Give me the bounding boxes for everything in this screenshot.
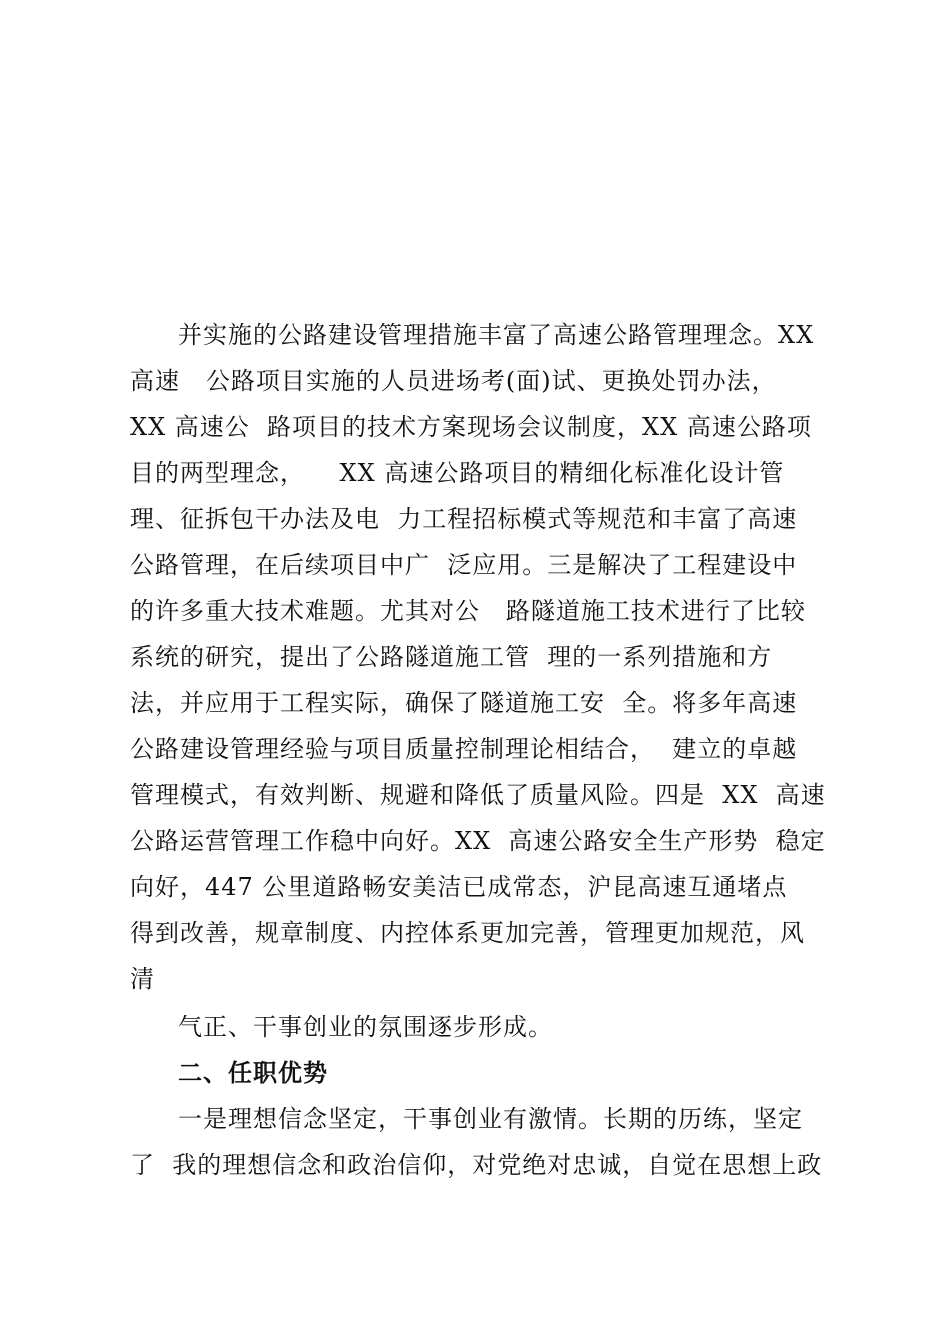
text-line: XX 高速公 路项目的技术方案现场会议制度，XX 高速公路项 (130, 413, 812, 441)
text-line: 理、征拆包干办法及电 力工程招标模式等规范和丰富了高速 (130, 505, 798, 533)
text-line: 法，并应用于工程实际，确保了隧道施工安 全。将多年高速 (130, 689, 798, 717)
text-line: 公路建设管理经验与项目质量控制理论相结合， 建立的卓越 (130, 735, 798, 763)
text-line: 系统的研究，提出了公路隧道施工管 理的一系列措施和方 (130, 643, 773, 671)
text-line: 向好，447 公里道路畅安美洁已成常态，沪昆高速互通堵点 (130, 873, 788, 901)
text-line: 一是理想信念坚定，干事创业有激情。长期的历练，坚定 (178, 1105, 803, 1133)
text-line: 清 (130, 965, 155, 993)
text-line: 的许多重大技术难题。尤其对公 路隧道施工技术进行了比较 (130, 597, 806, 625)
text-line: 管理模式，有效判断、规避和降低了质量风险。四是 XX 高速 (130, 781, 826, 809)
text-line: 并实施的公路建设管理措施丰富了高速公路管理理念。XX (178, 321, 815, 349)
paragraph-text: 气正、干事创业的氛围逐步形成。 (178, 1013, 553, 1041)
text-line: 了 我的理想信念和政治信仰，对党绝对忠诚，自觉在思想上政 (130, 1151, 823, 1179)
text-line: 高速 公路项目实施的人员进场考(面)试、更换处罚办法， (130, 367, 777, 395)
text-line: 得到改善，规章制度、内控体系更加完善，管理更加规范，风 (130, 919, 805, 947)
text-line: 公路运营管理工作稳中向好。XX 高速公路安全生产形势 稳定 (130, 827, 826, 855)
text-line: 目的两型理念， XX 高速公路项目的精细化标准化设计管 (130, 459, 785, 487)
section-heading: 二、任职优势 (178, 1058, 328, 1087)
text-line: 公路管理，在后续项目中广 泛应用。三是解决了工程建设中 (130, 551, 798, 579)
